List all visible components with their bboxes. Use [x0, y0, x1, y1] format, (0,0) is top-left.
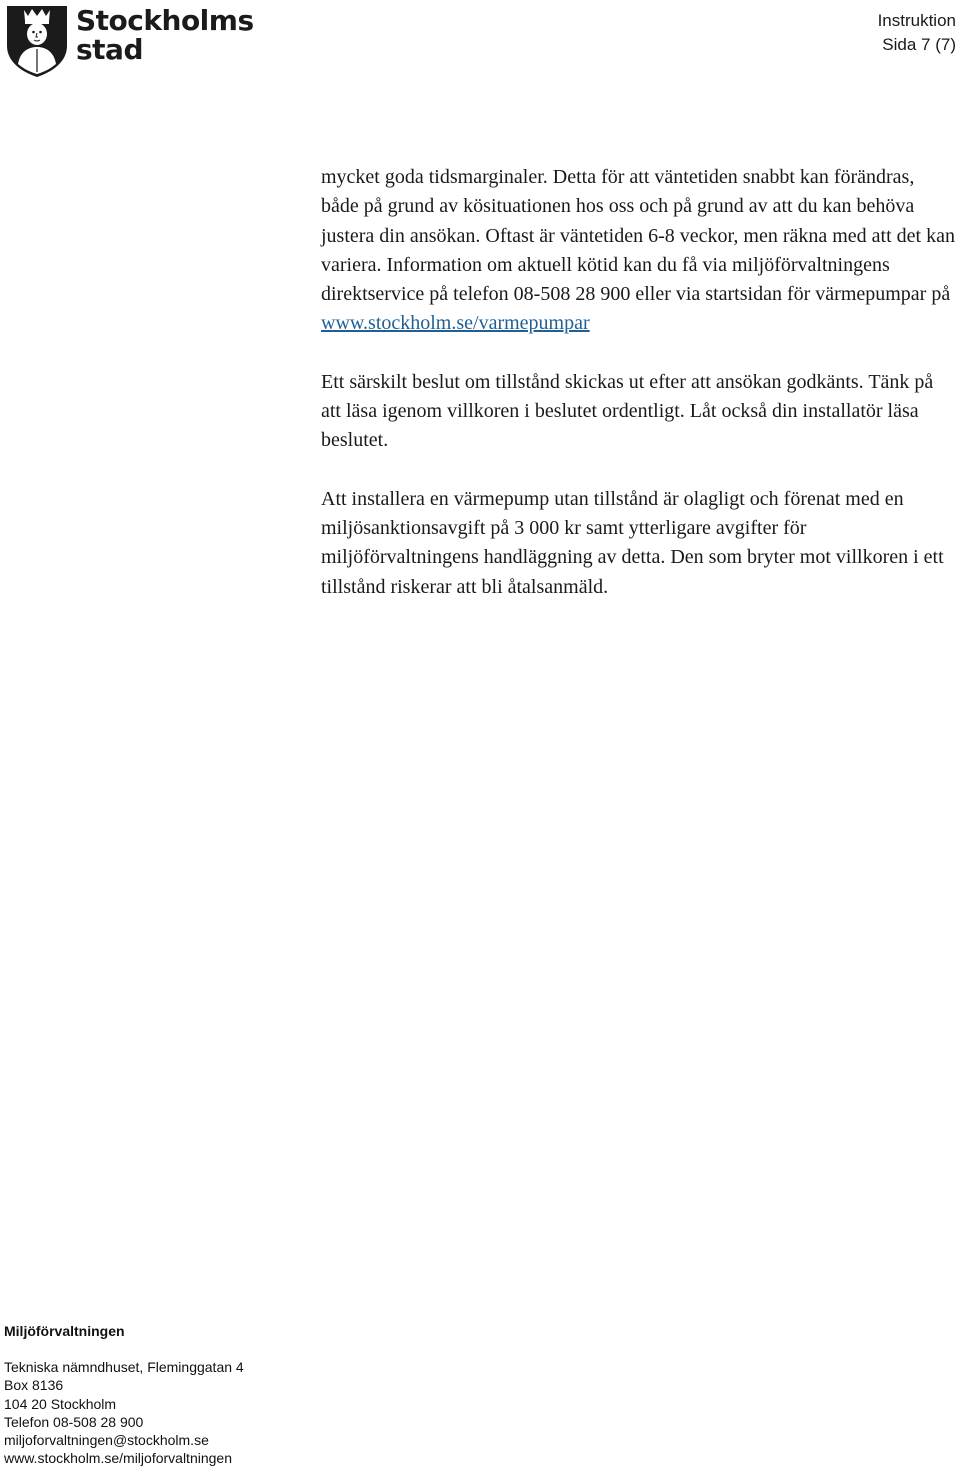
footer-organization: Miljöförvaltningen [4, 1323, 125, 1339]
footer-address: Tekniska nämndhuset, Fleminggatan 4 [4, 1359, 244, 1376]
document-type: Instruktion [877, 11, 956, 30]
heat-pump-link[interactable]: www.stockholm.se/varmepumpar [321, 312, 590, 335]
logo-line-2: stad [76, 33, 143, 66]
document-header [878, 9, 956, 57]
paragraph-sanctions: Att installera en värmepump utan tillstånd är olagligt och förenat med en miljösanktionsavgift på 3 000 kr samt ytterligare avgifter för miljöförvaltningens handläggning av detta. Den som bryter mot villkoren i ett tillstånd riskerar att bli åtalsanmäld. [321, 487, 944, 598]
footer-box: Box 8136 [4, 1377, 64, 1394]
document-body [321, 163, 956, 631]
paragraph-permit-decision: Ett särskilt beslut om tillstånd skickas ut efter att ansökan godkänts. Tänk på att läsa igenom villkoren i beslutet ordentligt. Låt också din installatör läsa beslutet. [321, 370, 934, 452]
paragraph-waiting-time-text: mycket goda tidsmarginaler. Detta för att väntetiden snabbt kan förändras, både på grund av kösituationen hos oss och på grund av att du kan behöva justera din ansökan. Oftast är väntetiden 6-8 veckor, men räkna med att det kan variera. Information om aktuell kötid kan du få via miljöförvaltningens direktservice på telefon 08-508 28 900 eller via startsidan för värmepumpar på [321, 166, 955, 306]
stockholm-crest-icon [4, 2, 70, 78]
footer-web: www.stockholm.se/miljoforvaltningen [4, 1450, 232, 1467]
document-footer [4, 1322, 244, 1467]
footer-postal: 104 20 Stockholm [4, 1395, 117, 1412]
footer-phone: Telefon 08-508 28 900 [4, 1413, 144, 1430]
paragraph-waiting-time [321, 163, 956, 339]
page-number: Sida 7 (7) [882, 35, 956, 54]
logo-line-1: Stockholms [76, 4, 254, 37]
stockholms-stad-logo [4, 2, 254, 80]
logo-wordmark [76, 6, 254, 64]
footer-email: miljoforvaltningen@stockholm.se [4, 1432, 209, 1449]
